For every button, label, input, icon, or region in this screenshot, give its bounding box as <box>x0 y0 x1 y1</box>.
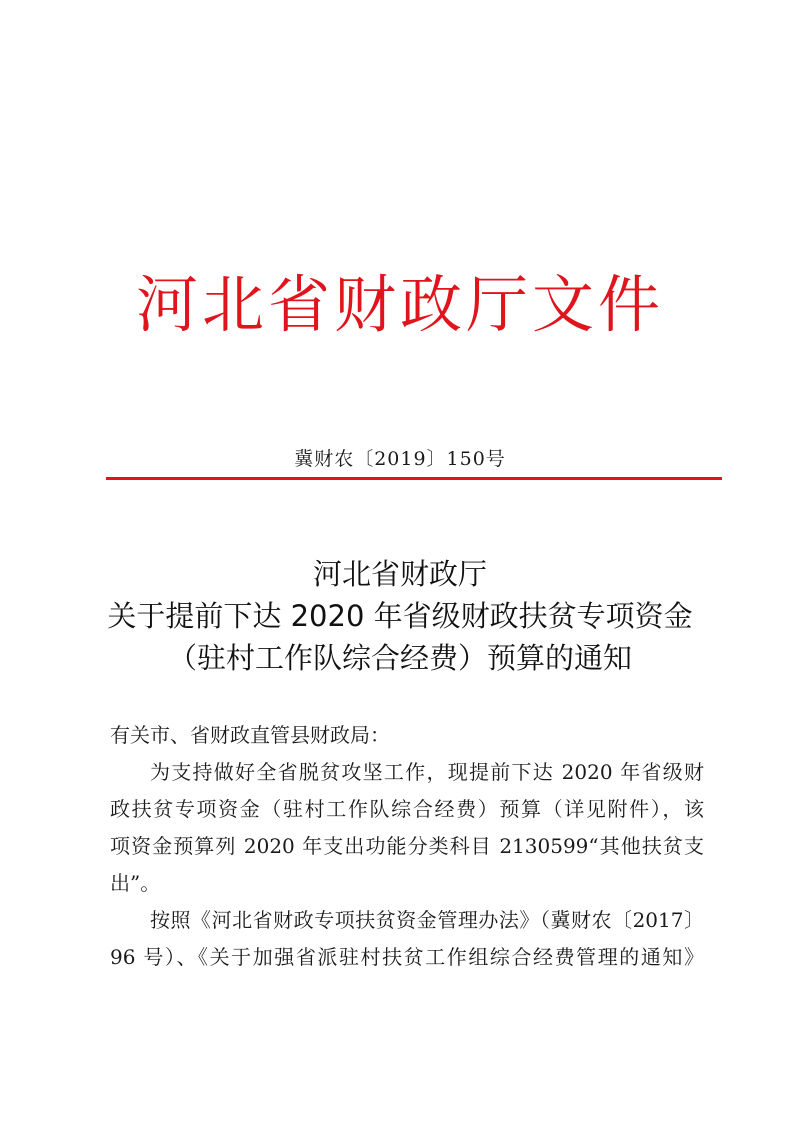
paragraph-1-line: 出”。 <box>110 871 161 895</box>
title-line-subject: 关于提前下达 2020 年省级财政扶贫专项资金 <box>107 599 693 633</box>
paragraph-1-line: 为支持做好全省脱贫攻坚工作，现提前下达 2020 年省级财 <box>150 760 704 784</box>
paragraph-1-line: 项资金预算列 2020 年支出功能分类科目 2130599“其他扶贫支 <box>110 834 704 858</box>
masthead-title: 河北省财政厅文件 <box>135 268 664 341</box>
paragraph-2-line: 按照《河北省财政专项扶贫资金管理办法》（冀财农〔2017〕 <box>150 908 704 932</box>
paragraph-1-line: 政扶贫专项资金（驻村工作队综合经费）预算（详见附件），该 <box>110 797 704 821</box>
paragraph-2-line: 96 号）、《关于加强省派驻村扶贫工作组综合经费管理的通知》 <box>110 945 704 969</box>
salutation: 有关市、省财政直管县财政局： <box>110 723 390 747</box>
document-title <box>0 553 800 679</box>
red-separator-line <box>106 477 722 480</box>
document-number: 冀财农〔2019〕150号 <box>294 448 506 470</box>
title-line-subject-cont: （驻村工作队综合经费）预算的通知 <box>167 641 632 675</box>
document-body <box>110 717 704 976</box>
title-line-issuer: 河北省财政厅 <box>312 557 487 591</box>
